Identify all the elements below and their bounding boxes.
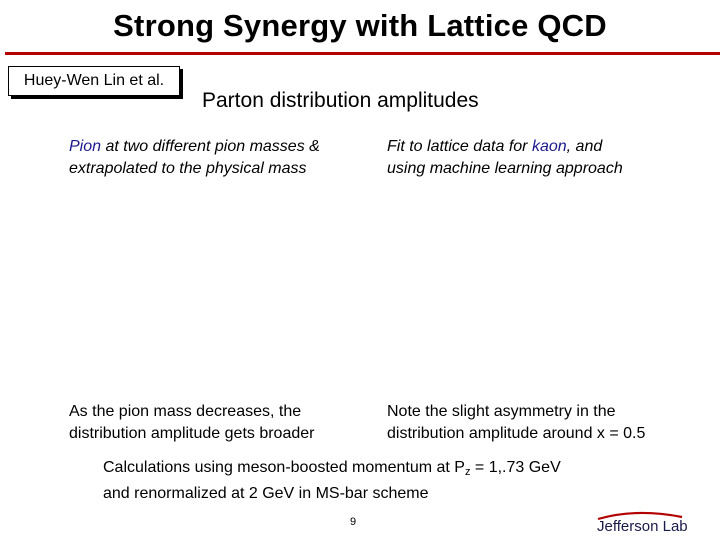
asymmetry-note bbox=[387, 401, 707, 445]
title-divider bbox=[5, 52, 720, 55]
asymmetry-note-line1: Note the slight asymmetry in the bbox=[387, 403, 616, 420]
slide-title: Strong Synergy with Lattice QCD bbox=[113, 8, 607, 43]
kaon-caption-line2: using machine learning approach bbox=[387, 160, 623, 177]
calculation-note-part2: = 1,.73 GeV bbox=[470, 459, 561, 476]
section-subtitle: Parton distribution amplitudes bbox=[202, 89, 479, 112]
pion-highlight: Pion bbox=[69, 138, 102, 155]
author-box bbox=[8, 66, 180, 96]
page-number: 9 bbox=[350, 516, 357, 528]
calculation-note-line2: and renormalized at 2 GeV in MS-bar scheme bbox=[103, 485, 429, 502]
asymmetry-note-line2: distribution amplitude around x = 0.5 bbox=[387, 425, 646, 442]
pion-caption bbox=[69, 136, 369, 180]
pion-mass-note bbox=[69, 401, 369, 445]
momentum-subscript: z bbox=[464, 466, 471, 478]
logo-text: Jefferson Lab bbox=[597, 518, 688, 535]
kaon-caption-part1: Fit to lattice data for bbox=[387, 138, 532, 155]
calculation-note bbox=[103, 457, 703, 505]
author-label: Huey-Wen Lin et al. bbox=[23, 72, 165, 89]
jefferson-lab-logo bbox=[596, 510, 714, 536]
calculation-note-part1: Calculations using meson-boosted momentum at P bbox=[103, 459, 465, 476]
kaon-caption-part2: , and bbox=[566, 138, 603, 155]
pion-caption-line1: at two different pion masses & bbox=[101, 138, 320, 155]
pion-mass-note-line1: As the pion mass decreases, the bbox=[69, 403, 302, 420]
kaon-caption bbox=[387, 136, 707, 180]
kaon-highlight: kaon bbox=[531, 138, 567, 155]
pion-caption-line2: extrapolated to the physical mass bbox=[69, 160, 307, 177]
pion-mass-note-line2: distribution amplitude gets broader bbox=[69, 425, 315, 442]
